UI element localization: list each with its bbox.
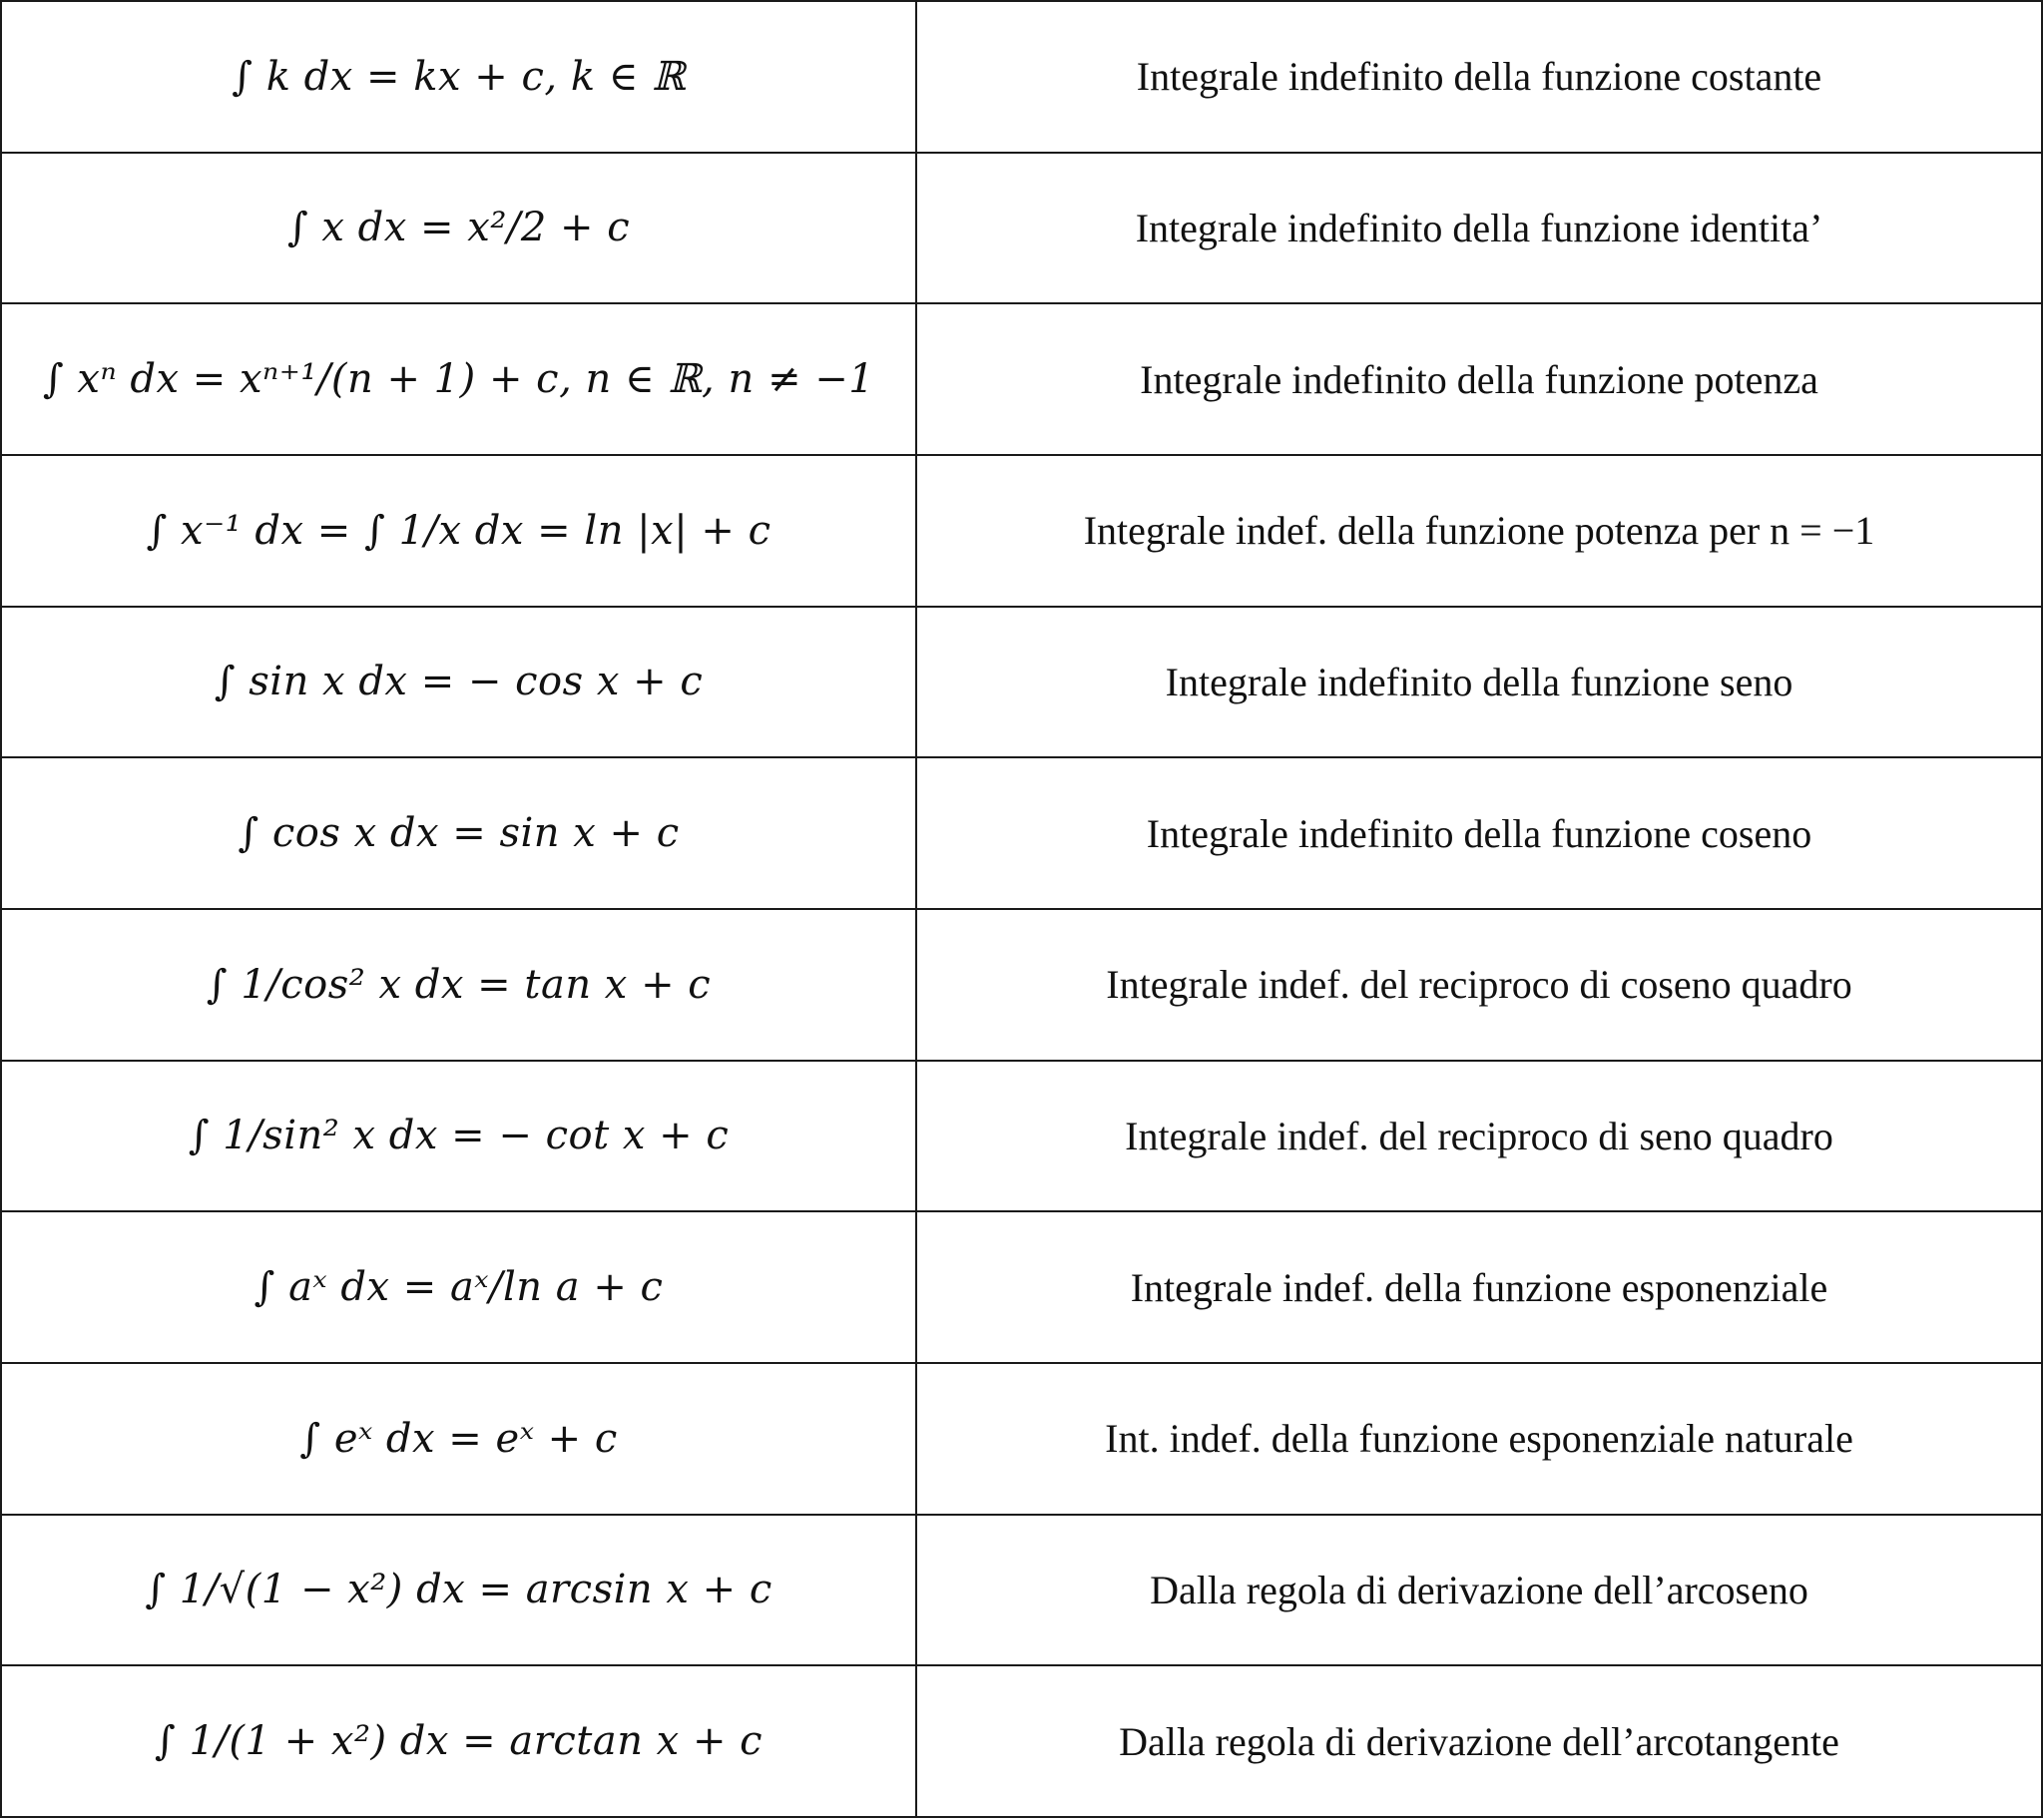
- formula-cell: ∫ eˣ dx = eˣ + c: [1, 1363, 916, 1515]
- description-cell: Dalla regola di derivazione dell’arcoseno: [916, 1515, 2042, 1666]
- formula-cell: ∫ x dx = x²/2 + c: [1, 153, 916, 304]
- description-cell: Integrale indef. della funzione esponenziale: [916, 1211, 2042, 1363]
- description-cell: Integrale indefinito della funzione costante: [916, 1, 2042, 153]
- formula-cell: ∫ cos x dx = sin x + c: [1, 757, 916, 909]
- formula-cell: ∫ aˣ dx = aˣ/ln a + c: [1, 1211, 916, 1363]
- description-cell: Integrale indef. della funzione potenza per n = −1: [916, 455, 2042, 607]
- description-cell: Integrale indefinito della funzione coseno: [916, 757, 2042, 909]
- table-row: [1, 1515, 2042, 1666]
- description-cell: Integrale indefinito della funzione seno: [916, 607, 2042, 758]
- formula-cell: ∫ 1/cos² x dx = tan x + c: [1, 909, 916, 1061]
- formula-cell: ∫ 1/(1 + x²) dx = arctan x + c: [1, 1665, 916, 1817]
- table-row: [1, 607, 2042, 758]
- formula-cell: ∫ 1/√(1 − x²) dx = arcsin x + c: [1, 1515, 916, 1666]
- table-row: [1, 1665, 2042, 1817]
- table-row: [1, 303, 2042, 455]
- description-cell: Integrale indefinito della funzione potenza: [916, 303, 2042, 455]
- description-cell: Integrale indef. del reciproco di coseno quadro: [916, 909, 2042, 1061]
- table-row: [1, 1363, 2042, 1515]
- formula-cell: ∫ x⁻¹ dx = ∫ 1/x dx = ln |x| + c: [1, 455, 916, 607]
- formula-cell: ∫ xⁿ dx = xⁿ⁺¹/(n + 1) + c, n ∈ ℝ, n ≠ −1: [1, 303, 916, 455]
- table-row: [1, 757, 2042, 909]
- table-row: [1, 1, 2042, 153]
- table-row: [1, 1061, 2042, 1212]
- table-row: [1, 153, 2042, 304]
- table-row: [1, 909, 2042, 1061]
- formula-cell: ∫ sin x dx = − cos x + c: [1, 607, 916, 758]
- formula-cell: ∫ 1/sin² x dx = − cot x + c: [1, 1061, 916, 1212]
- description-cell: Integrale indef. del reciproco di seno quadro: [916, 1061, 2042, 1212]
- table-row: [1, 1211, 2042, 1363]
- table-row: [1, 455, 2042, 607]
- description-cell: Dalla regola di derivazione dell’arcotangente: [916, 1665, 2042, 1817]
- description-cell: Int. indef. della funzione esponenziale naturale: [916, 1363, 2042, 1515]
- formula-cell: ∫ k dx = kx + c, k ∈ ℝ: [1, 1, 916, 153]
- description-cell: Integrale indefinito della funzione identita’: [916, 153, 2042, 304]
